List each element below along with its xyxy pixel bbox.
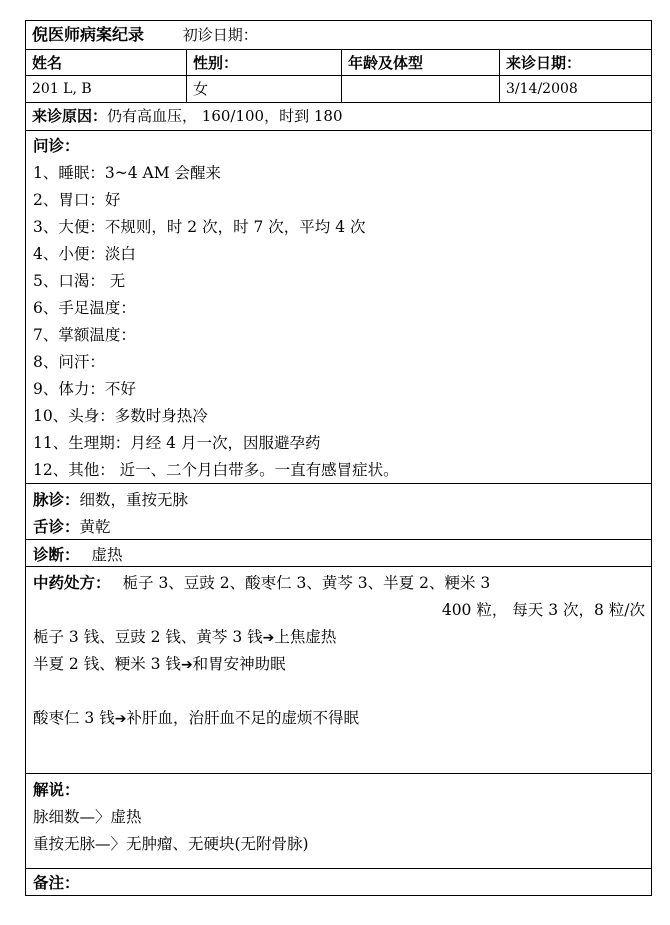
age-body-header: 年龄及体型 — [341, 50, 499, 75]
prescription-dosage: 400 粒， 每天 3 次，8 粒/次 — [441, 601, 645, 619]
pulse-text: 细数，重按无脉 — [79, 491, 189, 509]
first-visit-date-label: 初诊日期： — [182, 26, 258, 44]
inquiry-item: 3、大便：不规则，时 2 次，时 7 次，平均 4 次 — [33, 218, 366, 236]
prescription-section — [26, 567, 651, 774]
patient-name-value: 201 L, B — [32, 81, 92, 97]
arrow-right-icon: ➔ — [262, 630, 275, 646]
patient-values-row — [26, 76, 651, 103]
inquiry-item: 4、小便：淡白 — [33, 245, 136, 263]
prescription-note — [33, 706, 359, 728]
visit-date-header: 来诊日期： — [499, 50, 653, 75]
arrow-right-icon: ➔ — [114, 711, 127, 727]
inquiry-label: 问诊： — [33, 136, 80, 155]
note-herbs: 酸枣仁 3 钱 — [33, 709, 115, 727]
prescription-formula: 栀子 3、豆豉 2、酸枣仁 3、黄芩 3、半夏 2、粳米 3 — [122, 574, 491, 592]
diagnosis-label: 诊断： — [33, 545, 80, 564]
arrow-right-icon: ➔ — [180, 657, 193, 673]
pulse-line — [33, 488, 188, 510]
pulse-label: 脉诊： — [33, 490, 80, 509]
inquiry-item: 8、问汗： — [33, 353, 105, 371]
inquiry-item: 11、生理期：月经 4 月一次，因服避孕药 — [33, 434, 321, 452]
gender-value: 女 — [186, 76, 341, 102]
inquiry-item: 2、胃口：好 — [33, 191, 121, 209]
prescription-label: 中药处方： — [33, 573, 111, 592]
explanation-line: 重按无脉—〉无肿瘤、无硬块(无附骨脉) — [33, 835, 309, 853]
diagnosis-text: 虚热 — [91, 546, 123, 564]
pulse-tongue-section — [26, 484, 651, 540]
inquiry-section — [26, 131, 651, 484]
reason-text: 仍有高血压， 160/100，时到 180 — [107, 107, 343, 125]
inquiry-item: 6、手足温度： — [33, 299, 136, 317]
remarks-label: 备注： — [33, 873, 80, 892]
reason-label: 来诊原因： — [32, 107, 108, 125]
visit-date-value: 3/14/2008 — [499, 76, 653, 102]
explanation-section — [26, 774, 651, 869]
inquiry-item: 12、其他： 近一、二个月白带多。一直有感冒症状。 — [33, 461, 399, 479]
name-header: 姓名 — [32, 54, 63, 72]
remarks-row — [26, 869, 651, 895]
prescription-note — [33, 625, 336, 647]
tongue-text: 黄乾 — [79, 518, 111, 536]
note-effect: 补肝血，治肝血不足的虚烦不得眠 — [126, 709, 359, 727]
diagnosis-line — [33, 543, 123, 565]
title-row — [26, 21, 651, 50]
tongue-line — [33, 515, 111, 537]
medical-record-sheet — [25, 20, 652, 896]
prescription-note — [33, 652, 286, 674]
inquiry-item: 9、体力：不好 — [33, 380, 136, 398]
explanation-label: 解说： — [33, 780, 80, 799]
diagnosis-row — [26, 540, 651, 567]
explanation-line: 脉细数—〉虚热 — [33, 808, 142, 826]
inquiry-item: 5、口渴： 无 — [33, 272, 126, 290]
gender-header: 性别： — [186, 50, 341, 75]
age-body-value — [341, 76, 499, 102]
inquiry-item: 1、睡眠：3~4 AM 会醒来 — [33, 164, 221, 182]
prescription-formula-line — [33, 571, 490, 593]
inquiry-item: 10、头身：多数时身热冷 — [33, 407, 208, 425]
note-effect: 和胃安神助眠 — [192, 655, 286, 673]
note-herbs: 栀子 3 钱、豆豉 2 钱、黄芩 3 钱 — [33, 628, 263, 646]
reason-row — [26, 103, 651, 131]
tongue-label: 舌诊： — [33, 517, 80, 536]
patient-header-row — [26, 50, 651, 76]
note-herbs: 半夏 2 钱、粳米 3 钱 — [33, 655, 181, 673]
inquiry-item: 7、掌额温度： — [33, 326, 136, 344]
note-effect: 上焦虚热 — [274, 628, 337, 646]
record-title: 倪医师病案纪录 — [32, 25, 145, 44]
